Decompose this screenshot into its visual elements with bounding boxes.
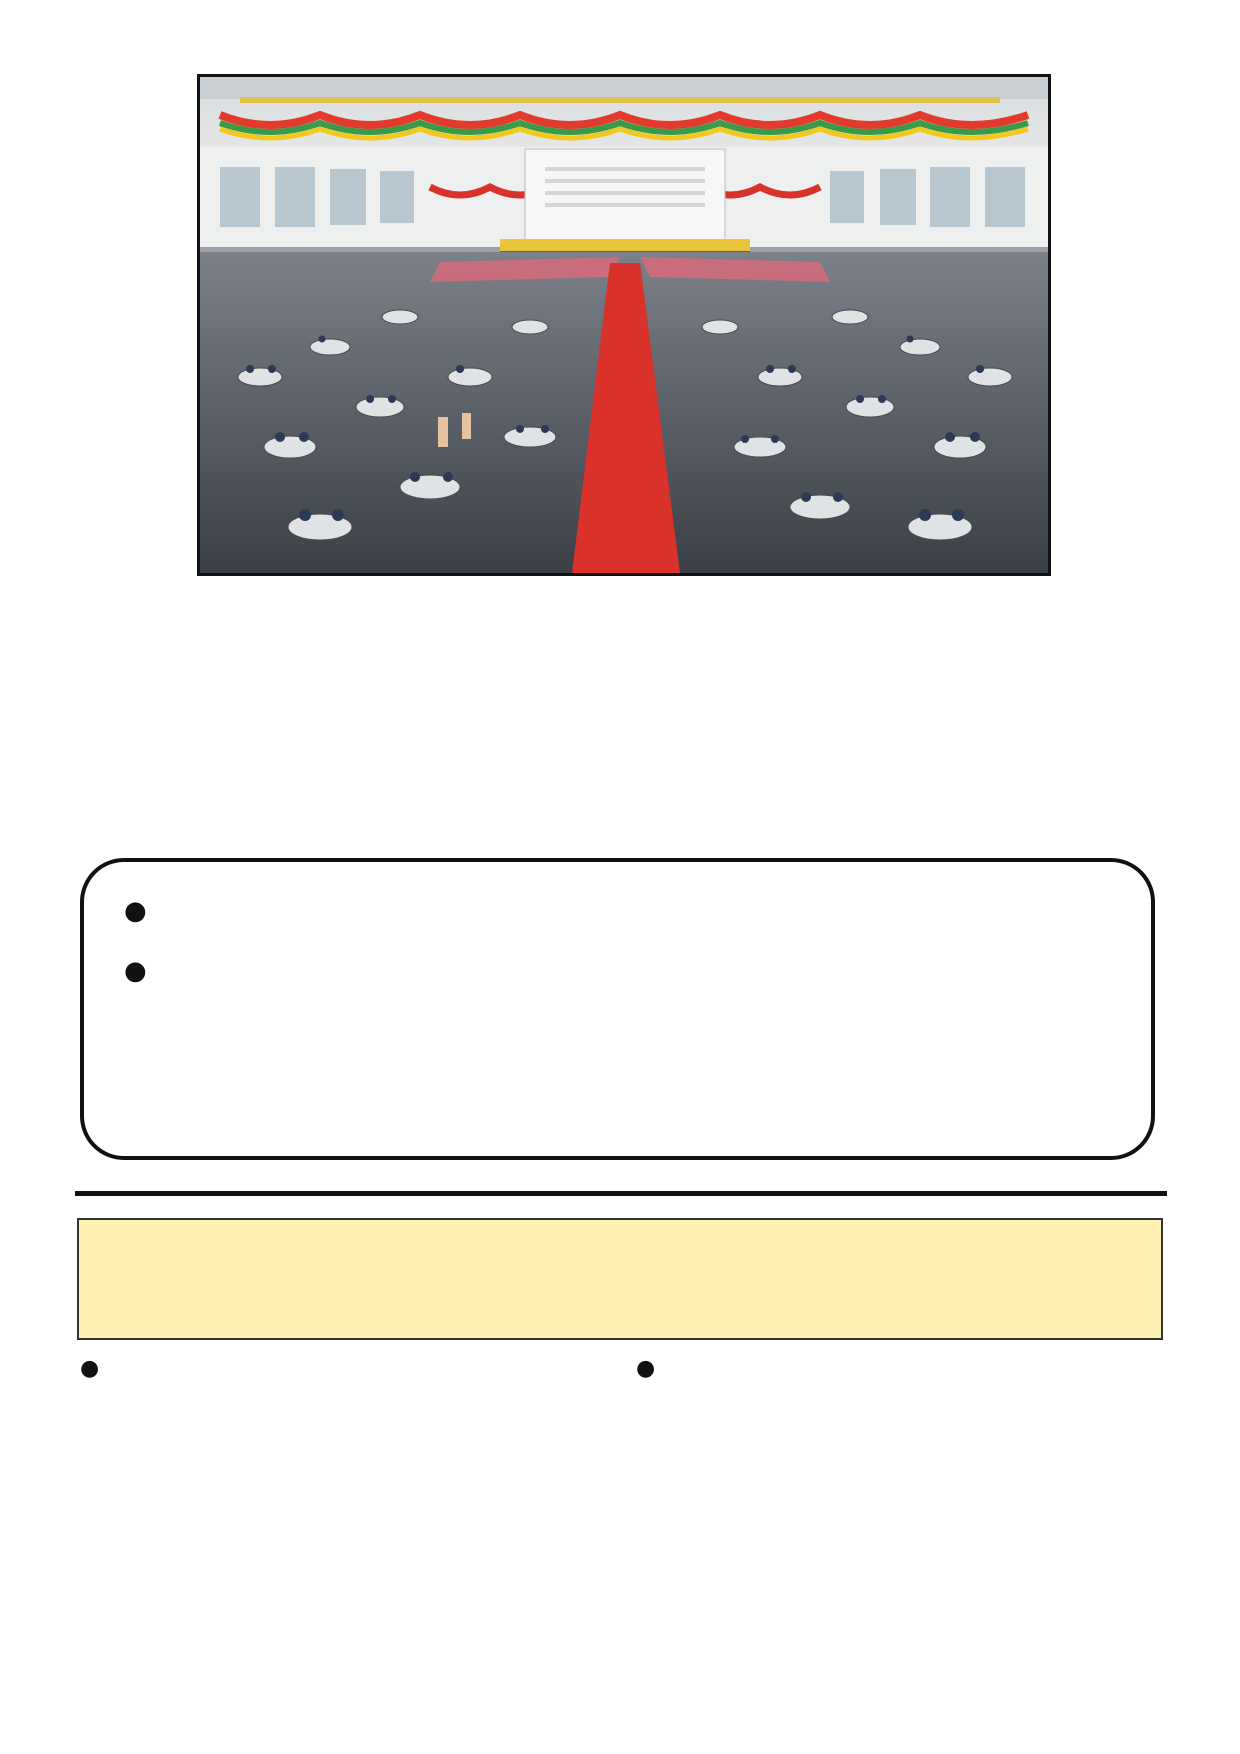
article2-left-column (80, 1350, 610, 1388)
article2-right-column (636, 1350, 1162, 1388)
section-headline (77, 1218, 1163, 1340)
summary-item (124, 952, 1123, 990)
bullet-icon: ● (80, 1356, 100, 1381)
bullet-item-text (670, 1350, 1162, 1388)
event-hall-photo (197, 74, 1051, 576)
summary-item-text (168, 952, 1123, 990)
summary-item (124, 892, 1123, 930)
bullet-icon: ● (124, 896, 147, 926)
section-divider (75, 1191, 1167, 1196)
bullet-icon: ● (636, 1356, 656, 1381)
bullet-item (636, 1350, 1162, 1388)
summary-box (80, 858, 1155, 1160)
bullet-item (80, 1350, 610, 1388)
summary-item-text (168, 892, 1123, 930)
hall-illustration (200, 77, 1048, 573)
bullet-item-text (114, 1350, 610, 1388)
bullet-icon: ● (124, 956, 147, 986)
